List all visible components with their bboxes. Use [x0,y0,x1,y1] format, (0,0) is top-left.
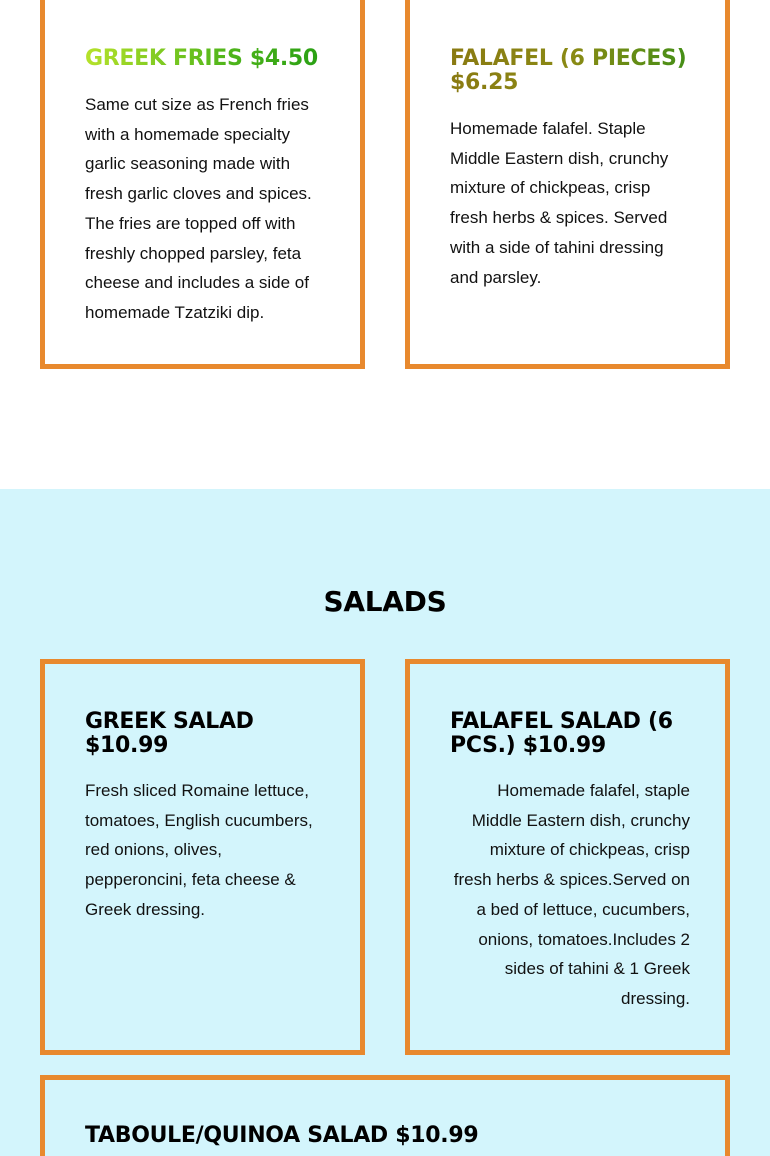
menu-item-card-greek-salad [40,659,365,1055]
menu-item-title: GREEK SALAD $10.99 [85,709,254,758]
menu-item-title: GREEK FRIES $4.50 [85,47,345,71]
menu-item-card-falafel-salad [405,659,730,1055]
menu-item-description: Same cut size as French fries with a homemade specialty garlic seasoning made with fresh garlic cloves and spices. The fries are topped off with freshly chopped parsley, feta cheese and includes a side of homemade Tzatziki dip. [85,95,312,322]
menu-item-card-falafel [405,0,730,369]
menu-item-card-greek-fries [40,0,365,369]
menu-item-title: FALAFEL SALAD (6 PCS.) $10.99 [450,709,673,758]
section-title: SALADS [323,585,447,618]
menu-item-description: Homemade falafel. Staple Middle Eastern dish, crunchy mixture of chickpeas, crisp fresh herbs & spices. Served with a side of tahini dressing and parsley. [450,119,669,287]
salads-section [0,489,770,1156]
menu-item-title: FALAFEL (6 PIECES) $6.25 [450,47,695,95]
sides-section [0,0,770,489]
menu-item-title: TABOULE/QUINOA SALAD $10.99 [85,1123,479,1148]
menu-item-description: Homemade falafel, staple Middle Eastern dish, crunchy mixture of chickpeas, crisp fresh herbs & spices.Served on a bed of lettuce, cucumbers, onions, tomatoes.Includes 2 sides of tahini & 1 Greek dressing. [453,781,690,1008]
menu-item-card-taboule-quinoa-salad [40,1075,730,1156]
menu-item-description: Fresh sliced Romaine lettuce, tomatoes, English cucumbers, red onions, olives, pepperoncini, feta cheese & Greek dressing. [85,781,313,919]
